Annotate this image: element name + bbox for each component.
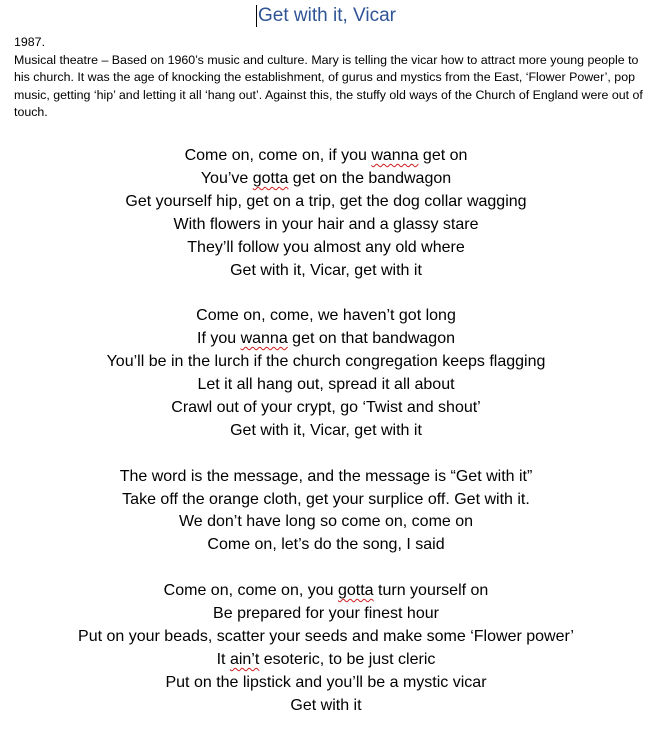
lyric-text: turn yourself on <box>373 582 489 600</box>
lyric-text: get on the bandwagon <box>288 169 452 187</box>
lyric-text: With flowers in your hair and a glassy stare <box>173 215 479 233</box>
lyric-line <box>0 237 652 260</box>
lyric-text: They’ll follow you almost any old where <box>187 238 465 256</box>
spellcheck-flagged-word[interactable]: gotta <box>337 582 374 600</box>
verse-1 <box>0 145 652 282</box>
lyric-text: Get with it, Vicar, get with it <box>230 261 422 279</box>
lyric-line <box>0 603 652 626</box>
lyric-line <box>0 260 652 283</box>
lyric-line <box>0 534 652 557</box>
lyric-line <box>0 328 652 351</box>
lyric-text: The word is the message, and the message is “Get with it” <box>119 467 533 485</box>
text-cursor <box>256 5 257 27</box>
lyric-line <box>0 695 652 718</box>
lyric-text: Get with it <box>290 696 362 714</box>
spellcheck-flagged-word[interactable]: wanna <box>371 147 419 164</box>
lyric-text: esoteric, to be just cleric <box>259 650 436 668</box>
lyric-line <box>0 305 652 328</box>
lyric-line <box>0 145 652 168</box>
lyric-text: get on that bandwagon <box>287 330 455 348</box>
lyric-line <box>0 351 652 374</box>
lyric-text: If you <box>197 330 241 348</box>
lyric-text: Get with it, Vicar, get with it <box>230 421 422 439</box>
spellcheck-flagged-word[interactable]: ain’t <box>229 650 260 668</box>
verse-3 <box>0 466 652 558</box>
spellcheck-flagged-word[interactable]: gotta <box>252 169 289 187</box>
lyric-text: Crawl out of your crypt, go ‘Twist and shout’ <box>171 398 481 416</box>
lyric-text: Put on your beads, scatter your seeds and make some ‘Flower power’ <box>78 627 574 645</box>
lyric-text: Come on, come on, if you <box>184 147 372 164</box>
lyric-text: You’ve <box>200 169 253 187</box>
lyric-text: Let it all hang out, spread it all about <box>197 376 455 394</box>
year-text: 1987. <box>14 35 46 49</box>
intro-section <box>14 34 646 122</box>
verse-4 <box>0 580 652 717</box>
lyric-text: get on <box>418 147 468 164</box>
lyric-line <box>0 168 652 191</box>
title-row <box>0 4 652 28</box>
document-title[interactable] <box>256 4 396 28</box>
lyric-text: Get yourself hip, get on a trip, get the dog collar wagging <box>125 192 527 210</box>
description-text: Musical theatre – Based on 1960’s music and culture. Mary is telling the vicar how to attract more young people to his church. It was the age of knocking the establishment, of gurus and mystics from the East, ‘Flower Power’, pop music, getting ‘hip’ and letting it all ‘hang out’. Against this, the stuffy old ways of the Church of England were out of touch. <box>14 52 643 119</box>
lyric-line <box>0 214 652 237</box>
lyric-text: Take off the orange cloth, get your surplice off. Get with it. <box>122 490 530 508</box>
lyric-line <box>0 649 652 672</box>
lyric-text: Come on, let’s do the song, I said <box>207 536 445 554</box>
lyric-line <box>0 191 652 214</box>
document-title-text: Get with it, Vicar <box>258 5 396 26</box>
lyric-text: It <box>216 650 230 668</box>
lyric-line <box>0 580 652 603</box>
lyric-text: Come on, come on, you <box>163 582 338 600</box>
verse-2 <box>0 305 652 442</box>
lyric-text: Come on, come, we haven’t got long <box>196 307 456 325</box>
lyric-line <box>0 672 652 695</box>
lyrics-section <box>0 145 652 741</box>
lyric-text: Be prepared for your finest hour <box>213 605 439 623</box>
lyric-line <box>0 626 652 649</box>
lyric-line <box>0 466 652 489</box>
lyric-line <box>0 511 652 534</box>
spellcheck-flagged-word[interactable]: wanna <box>240 330 288 348</box>
lyric-text: We don’t have long so come on, come on <box>178 513 474 531</box>
lyric-text: Put on the lipstick and you’ll be a mystic vicar <box>165 673 487 691</box>
lyric-text: You’ll be in the lurch if the church congregation keeps flagging <box>106 353 546 371</box>
lyric-line <box>0 489 652 512</box>
lyric-line <box>0 420 652 443</box>
lyric-line <box>0 397 652 420</box>
lyric-line <box>0 374 652 397</box>
